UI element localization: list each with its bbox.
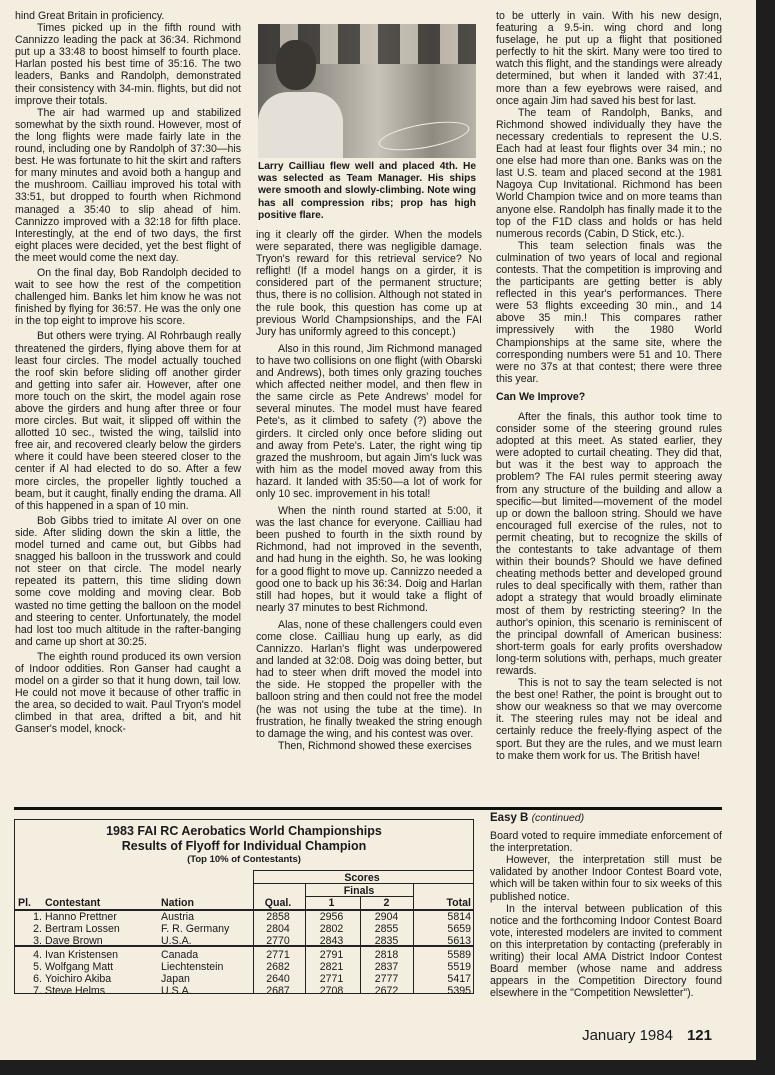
paragraph: Alas, none of these challengers could even come close. Cailliau hung up early, as did Cannizzo. Harlan's flight was underpowered and landed at 32:08. Doig was doing better, but had to steer when drift moved the model into the side. He stopped the propeller with the balloon string and then could not free the model (he was not using the tube at the time). In frustration, he finally tweaked the string enough to damage the wing, and his contest was over. — [256, 618, 482, 740]
column-header: Nation — [161, 897, 194, 909]
paragraph: When the ninth round started at 5:00, it was the last chance for everyone. Cailliau had been pushed to fourth in the sixth round by Richmond, had not improved in the seventh, and had hung in the eighth. So, he was looking for a good flight to move up. Cannizzo needed a good one to back up his 36:34. Doig and Harlan still had hopes, but it would take a flight of nearly 37 minutes to best Richmond. — [256, 505, 482, 614]
score-cell: 5519 — [447, 960, 471, 973]
place-cell: 1. — [33, 911, 42, 923]
paragraph: The eighth round produced its own version of Indoor oddities. Ron Ganser had caught a model on a girder so that it hung down, tail low. He could not move it because of other traffic in the area, so decided to wait. Paul Tryon's model climbed in that area, drifted a bit, and hit Ganser's model, knock- — [15, 650, 241, 736]
score-cell: 2640 — [266, 973, 290, 985]
score-cell: 2818 — [374, 948, 399, 961]
paragraph: After the finals, this author took time to consider some of the steering ground rules adopted at this meet. As stated earlier, they were adopted to curtail cheating. They did that, but was it the best way to approach the problem? The FAI rules permit steering away from any structure of the building and allow a specific—but limited—movement of the model up or down the balloon string. Should we have encouraged full exercise of the rules, not to permit cheating, but to recognize the skills of the contestants to take advantage of them within their bounds? Should we have defined cheating methods better and developed ground rules to deal specifically with them, rather than adopt a strategy that would broadly eliminate most of them by restricting steering? In the author's opinion, this scenario is reminiscent of the principal downfall of American business: short-term goals for early profits overshadow long-term solutions with, perhaps, much greater rewards. — [496, 411, 722, 677]
score-cell: 2770 — [266, 935, 290, 948]
results-table — [14, 819, 474, 998]
divider-rule — [14, 807, 722, 810]
paragraph: This team selection finals was the culmination of two years of local and regional contests. That the competition is improving and the participants are getting better is ably reflected in this year's performances. There were 53 flights exceeding 30 min., and 14 above 35 min.! This compares rather impressively with the 1980 World Championships at the same site, where the corresponding numbers were 51 and 10. There were no 37s at that contest; there were three this year. — [496, 239, 722, 385]
column-header: Contestant — [45, 897, 101, 909]
score-cell: 5589 — [447, 948, 471, 961]
score-cell: 5814 — [447, 911, 471, 923]
paragraph: The air had warmed up and stabilized somewhat by the sixth round. However, most of the long flights were made fairly late in the round, including one by Randolph of 37:30—his best. He was fortunate to hit the skirt and rafters for many minutes and avoid both a hangup and the mushroom. Cailliau improved his total with 33:51, but dropped to fourth when Richmond managed a 35:40 to slip ahead of him. Cannizzo improved with a 32:18 for fifth place. Interestingly, at the end of two days, the first eight places were decided, yet the best flight of the meet would come the next day. — [15, 106, 241, 264]
score-cell: 2821 — [319, 960, 344, 973]
paragraph: The team of Randolph, Banks, and Richmond showed individually they have the necessary credentials to represent the U.S. Each had at least four flights over 34 min.; no one else had more than one. Banks was on the last U.S. team and placed second at the 1981 Nagoya Cup Invitational. Richmond has been World Champion twice and on more teams than anyone else. Randolph has finally made it to the top of the F1D class and holds or has held numerous records (Cabin, D Stick, etc.). — [496, 106, 722, 240]
score-cell: 2682 — [266, 960, 290, 973]
paragraph: Bob Gibbs tried to imitate Al over on one side. After sliding down the skin a little, the model turned and came out, but Gibbs had snagged his balloon in the trusswork and could not steer on that circle. The model nearly repeated its pattern, this time sliding down some cove molding and moving clear. Bob wasted no time getting the balloon on the model and steering to center. Unfortunately, the model had lost too much altitude in the rafter-banging and came up short at 30:25. — [15, 514, 241, 648]
score-cell: 2956 — [319, 911, 344, 923]
score-cell: 2855 — [374, 923, 399, 936]
article-column-1 — [15, 10, 241, 736]
contestant-cell: Ivan Kristensen — [45, 948, 119, 961]
column-rule — [413, 883, 414, 993]
score-cell: 2835 — [374, 935, 399, 948]
photo-caption: Larry Cailliau flew well and placed 4th. He was selected as Team Manager. His ships were smooth and slowly-climbing. Note wing has all compression ribs; prop has high positive flare. — [258, 161, 476, 221]
continued-label: (continued) — [531, 812, 585, 824]
table-title: 1983 FAI RC Aerobatics World Championships — [106, 824, 382, 838]
paragraph: Board voted to require immediate enforcement of the interpretation. — [490, 830, 722, 855]
nation-cell: F. R. Germany — [161, 923, 230, 936]
score-cell: 2837 — [374, 960, 399, 973]
article-column-2 — [256, 229, 482, 752]
contestant-cell: Steve Helms — [45, 985, 106, 998]
paragraph: Times picked up in the fifth round with Cannizzo leading the pack at 36:34. Richmond put up a 33:48 to boost himself to fourth place. Harlan posted his best time of 35:16. The two leaders, Banks and Randolph, demonstrated their consistency with 34-min. flights, but did not improve their totals. — [15, 22, 241, 107]
score-cell: 5659 — [447, 923, 471, 936]
column-header: Total — [446, 897, 471, 909]
contestant-cell: Yoichiro Akiba — [45, 973, 112, 985]
paragraph: But others were trying. Al Rohrbaugh really threatened the girders, flying above them for at least four circles. The model actually touched the roof skin before sliding off another girder and getting into safer air. However, after one more touch on the skirt, the model again rose above the girders and hung after three or four more circles. But wait, it slipped off within the allotted 10 sec., twisted the wing, tailslid into free air, and recovered clearly below the girders where it could have been steered closer to the center if Al had elected to do so. After a few more circles, the propeller lightly touched a beam, but it caught, finally ending the drama. All of this happened in a span of 10 min. — [15, 330, 241, 512]
score-cell: 2777 — [374, 973, 399, 985]
page-number: 121 — [686, 1027, 712, 1044]
score-cell: 5613 — [447, 935, 471, 948]
score-cell: 2771 — [319, 973, 344, 985]
scores-group-header: Scores — [344, 872, 380, 884]
nation-cell: Canada — [161, 948, 199, 961]
paragraph: hind Great Britain in proficiency. — [15, 10, 165, 22]
score-cell: 2708 — [319, 985, 344, 998]
score-cell: 2687 — [266, 985, 290, 998]
paragraph: Then, Richmond showed these exercises — [278, 739, 472, 752]
easy-b-heading — [490, 812, 722, 824]
score-cell: 2802 — [319, 923, 344, 936]
paragraph: However, the interpretation still must be validated by another Indoor Contest Board vote, which will be taken within four to six weeks of this published notice. — [490, 854, 722, 903]
paragraph: This is not to say the team selected is not the best one! Rather, the point is brought out to show our weakness so that we may overcome it. The steering rules may not be ideal and certainly reduce the freely-flying aspect of the sport. But they are the rules, and we must learn to make them work for us. The British have! — [496, 677, 722, 762]
place-cell: 5. — [33, 960, 42, 973]
paragraph: On the final day, Bob Randolph decided to wait to see how the rest of the competition challenged him. Banks let him know he was not finished by flying for 36:57. He was the only one in the top eight to improve his score. — [15, 266, 241, 328]
photo-model-wing — [377, 116, 472, 156]
score-cell: 2804 — [266, 923, 290, 936]
nation-cell: Japan — [161, 973, 190, 985]
score-cell: 2858 — [266, 911, 290, 923]
paragraph: Also in this round, Jim Richmond managed to have two collisions on one flight (with Obarski and Andrews), both times only grazing touches which affected neither model, and then flew in the same circle as Pete Andrews' model for several minutes. The model must have feared Pete's, as it climbed to safety (?) above the girders. It circled only once before sliding out and away from Pete's. Later, the right wing tip grazed the mushroom, but again Jim's luck was with him as the model moved away from this hazard. It landed with 35:50—a lot of work for only 10 sec. improvement in his total! — [256, 342, 482, 500]
table-subtitle: Results of Flyoff for Individual Champion — [121, 839, 367, 853]
place-cell: 7. — [33, 985, 42, 998]
score-cell: 2672 — [374, 985, 399, 998]
contestant-cell: Wolfgang Matt — [45, 960, 114, 973]
finals-group-header: Finals — [343, 885, 375, 897]
section-heading: Can We Improve? — [496, 390, 586, 403]
place-cell: 4. — [33, 948, 42, 961]
score-cell: 2771 — [266, 948, 290, 961]
photo-larry-cailliau — [258, 24, 476, 158]
page-footer — [582, 1027, 712, 1044]
score-cell: 2843 — [319, 935, 344, 948]
place-cell: 2. — [33, 923, 42, 936]
scores-rule — [253, 870, 473, 871]
nation-cell: U.S.A. — [161, 935, 192, 948]
score-cell: 2791 — [319, 948, 344, 961]
score-cell: 5395 — [447, 985, 471, 998]
photo-person-body — [258, 92, 343, 158]
contestant-cell: Dave Brown — [45, 935, 103, 948]
column-header: 1 — [328, 897, 335, 909]
column-header: 2 — [383, 897, 390, 909]
paragraph: In the interval between publication of this notice and the forthcoming Indoor Contest Board vote, interested modelers are invited to comment on this interpretation by contacting (preferably in writing) their local AMA District Indoor Contest Board member (whose name and address appears in the Competition Directory found elsewhere in the "Competition Newsletter"). — [490, 902, 722, 1000]
column-header: Qual. — [264, 897, 292, 909]
nation-cell: U.S.A. — [161, 985, 192, 998]
issue-date: January 1984 — [582, 1027, 673, 1044]
place-cell: 3. — [33, 935, 42, 948]
contestant-cell: Hanno Prettner — [45, 911, 117, 923]
table-note: (Top 10% of Contestants) — [187, 854, 301, 865]
paragraph: ing it clearly off the girder. When the models were separated, there was negligible damage. Tryon's reward for this retrieval service? No reflight! (If a model hangs on a girder, it is considered part of the permanent structure; thus, there is no collision. Although not stated in the rule book, this question has come up at previous World Champsionships, and the FAI Jury has uniformly agreed to this concept.) — [256, 229, 482, 338]
photo-person-head — [276, 40, 316, 90]
nation-cell: Austria — [161, 911, 194, 923]
paragraph: to be utterly in vain. With his new design, featuring a 9.5-in. wing chord and long fuselage, he put up a flight that positioned perfectly to hit the skirt. Many were too tired to watch this flight, and the standings were already determined, but when it landed with 37:41, more than a few eyebrows were raised, and once again Jim had saved his best for last. — [496, 10, 722, 107]
place-cell: 6. — [33, 973, 42, 985]
article-column-3 — [496, 10, 722, 762]
easy-b-continued — [490, 812, 722, 999]
score-cell: 5417 — [447, 973, 471, 985]
easy-b-title: Easy B — [490, 812, 529, 824]
nation-cell: Liechtenstein — [161, 960, 224, 973]
contestant-cell: Bertram Lossen — [45, 923, 120, 936]
score-cell: 2904 — [374, 911, 399, 923]
column-header: Pl. — [18, 897, 31, 909]
